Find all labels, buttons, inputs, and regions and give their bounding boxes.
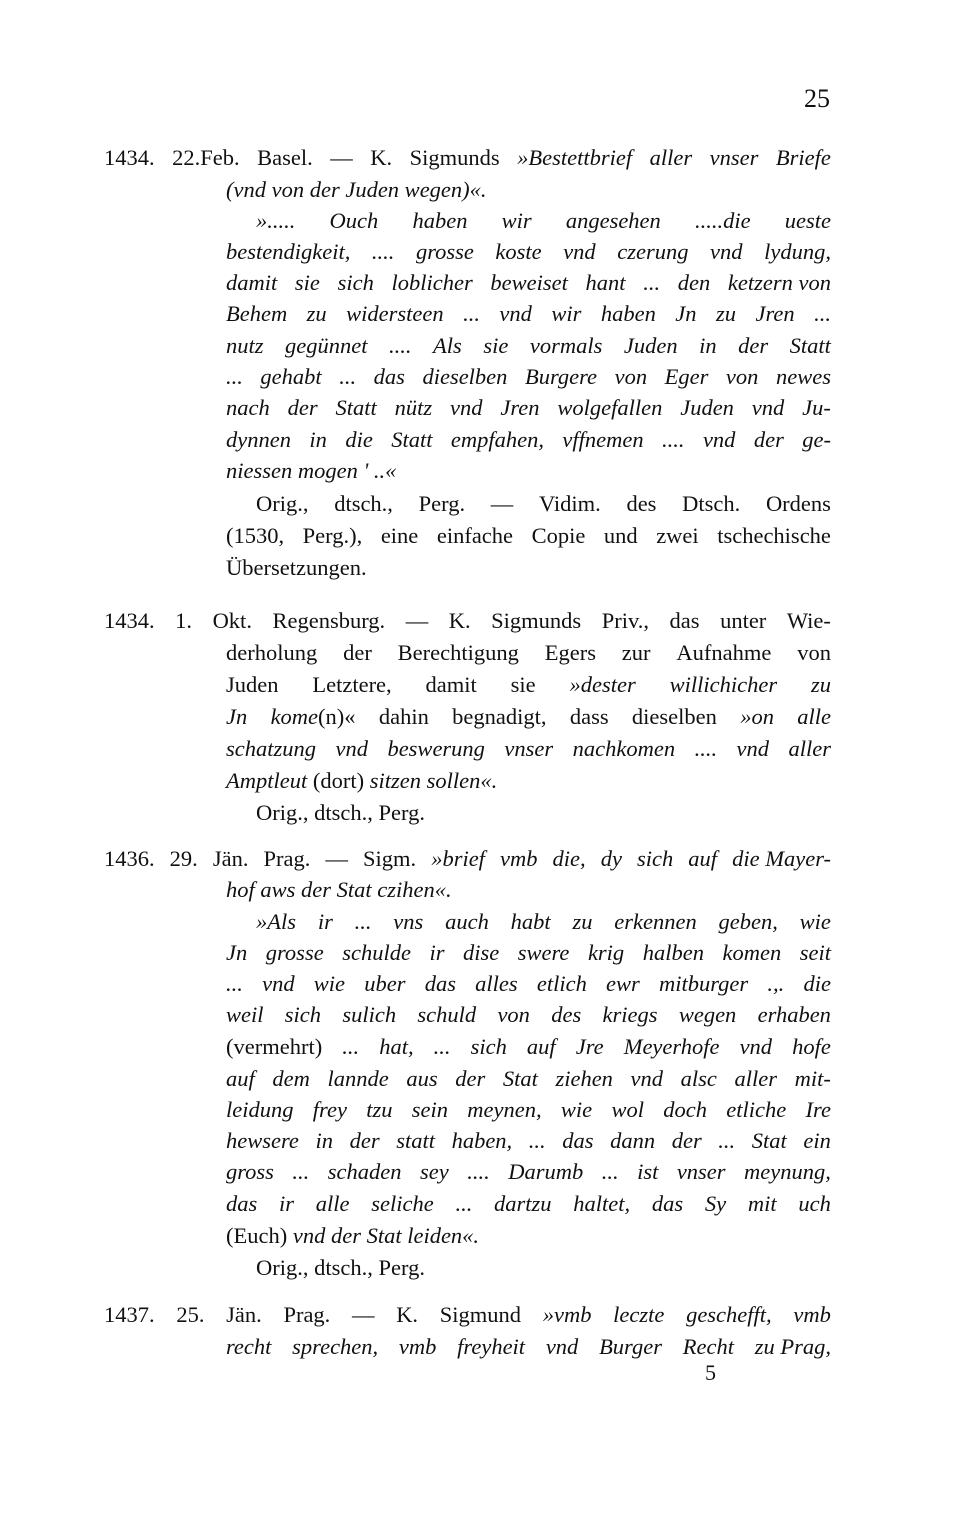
text-line: hof aws der Stat czihen«.	[226, 877, 452, 902]
text-line: (Euch) vnd der Stat leiden«.	[226, 1223, 480, 1248]
text-line: dynnen in die Statt empfahen, vffnemen .... vnd der ge-	[226, 427, 831, 452]
text-line: »Als ir ... vns auch habt zu erkennen geben, wie	[256, 909, 831, 934]
text-line: Jn kome(n)« dahin begnadigt, dass dieselben »on alle	[226, 704, 831, 729]
text-line: bestendigkeit, .... grosse koste vnd czerung vnd lydung,	[226, 239, 831, 264]
text-line: Orig., dtsch., Perg.	[256, 800, 425, 825]
signature-mark: 5	[705, 1360, 716, 1385]
text-line: weil sich sulich schuld von des kriegs wegen erhaben	[226, 1002, 831, 1027]
page-number: 25	[804, 84, 830, 113]
text-line: (vnd von der Juden wegen)«.	[226, 177, 487, 202]
text-line: derholung der Berechtigung Egers zur Aufnahme von	[226, 640, 831, 665]
text-line: hewsere in der statt haben, ... das dann der ... Stat ein	[226, 1128, 831, 1153]
text-line: nach der Statt nütz vnd Jren wolgefallen Juden vnd Ju-	[226, 395, 831, 420]
text-line: ... vnd wie uber das alles etlich ewr mitburger .,. die	[226, 971, 831, 996]
text-line: niessen mogen ' ..«	[226, 458, 397, 483]
text-line: »..... Ouch haben wir angesehen .....die ueste	[256, 208, 831, 233]
text-line: 1437. 25. Jän. Prag. — K. Sigmund »vmb leczte geschefft, vmb	[104, 1302, 831, 1327]
text-line: Orig., dtsch., Perg. — Vidim. des Dtsch. Ordens	[256, 491, 831, 516]
text-line: auf dem lannde aus der Stat ziehen vnd alsc aller mit-	[226, 1066, 831, 1091]
text-line: leidung frey tzu sein meynen, wie wol doch etliche Ire	[226, 1097, 831, 1122]
text-line: gross ... schaden sey .... Darumb ... ist vnser meynung,	[226, 1159, 831, 1184]
text-line: Juden Letztere, damit sie »dester willichicher zu	[226, 672, 831, 697]
text-line: (1530, Perg.), eine einfache Copie und zwei tschechische	[226, 523, 831, 548]
text-line: Orig., dtsch., Perg.	[256, 1255, 425, 1280]
text-line: Übersetzungen.	[226, 555, 367, 580]
text-line: (vermehrt) ... hat, ... sich auf Jre Meyerhofe vnd hofe	[226, 1034, 831, 1059]
text-line: nutz gegünnet .... Als sie vormals Juden in der Statt	[226, 333, 831, 358]
text-line: Behem zu widersteen ... vnd wir haben Jn zu Jren ...	[226, 301, 831, 326]
text-line: 1436. 29. Jän. Prag. — Sigm. »brief vmb die, dy sich auf die Mayer-	[104, 846, 831, 871]
text-line: recht sprechen, vmb freyheit vnd Burger Recht zu Prag,	[226, 1334, 831, 1359]
text-line: 1434. 1. Okt. Regensburg. — K. Sigmunds Priv., das unter Wie-	[104, 608, 831, 633]
text-line: Jn grosse schulde ir dise swere krig halben komen seit	[226, 940, 831, 965]
text-line: ... gehabt ... das dieselben Burgere von Eger von newes	[226, 364, 831, 389]
text-line: Amptleut (dort) sitzen sollen«.	[226, 768, 498, 793]
text-line: 1434. 22.Feb. Basel. — K. Sigmunds »Bestettbrief aller vnser Briefe	[104, 145, 831, 170]
text-line: das ir alle seliche ... dartzu haltet, das Sy mit uch	[226, 1191, 831, 1216]
text-line: damit sie sich loblicher beweiset hant ... den ketzern von	[226, 270, 831, 295]
text-line: schatzung vnd beswerung vnser nachkomen .... vnd aller	[226, 736, 831, 761]
